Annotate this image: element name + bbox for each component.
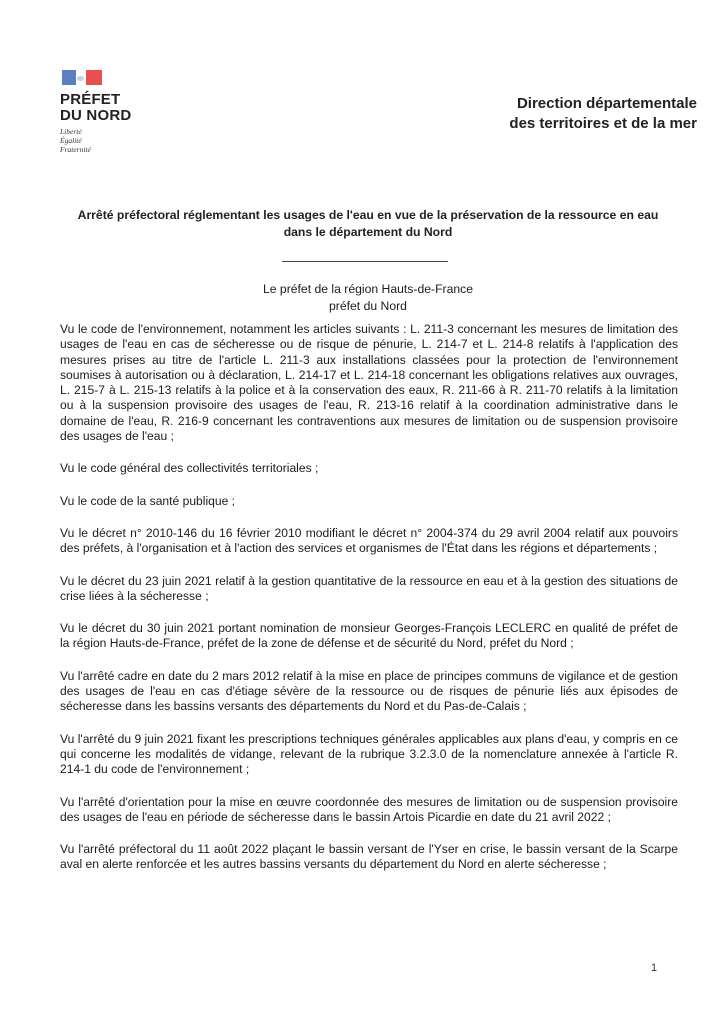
paragraph-arrete-cadre: Vu l'arrêté cadre en date du 2 mars 2012 relatif à la mise en place de principes communs de vigilance et de gestion des usages de l'eau en cas d'étiage sévère de la ressource ou de risques de pénurie liés aux épisodes de sécheresse dans les bassins versants des départements du Nord et du Pas-de-Calais ; (60, 668, 678, 714)
issuer-heading (58, 281, 678, 315)
document-body (60, 322, 678, 890)
paragraph-code-sante: Vu le code de la santé publique ; (60, 493, 236, 508)
issuer-line1: Le préfet de la région Hauts-de-France (262, 282, 473, 296)
motto-fraternite: Fraternité (60, 145, 91, 154)
prefet-line2: DU NORD (60, 106, 132, 124)
french-flag-icon (62, 70, 102, 85)
department-line2: des territoires et de la mer (509, 115, 697, 132)
page-number: 1 (651, 962, 658, 974)
paragraph-code-collectivites: Vu le code général des collectivités territoriales ; (60, 461, 319, 476)
title-line1: Arrêté préfectoral réglementant les usages de l'eau en vue de la préservation de la ressource en eau (77, 208, 659, 222)
paragraph-decret-23-juin: Vu le décret du 23 juin 2021 relatif à la gestion quantitative de la ressource en eau et à la gestion des situations de crise liées à la sécheresse ; (60, 573, 678, 603)
document-title (58, 207, 678, 241)
paragraph-decret-30-juin: Vu le décret du 30 juin 2021 portant nomination de monsieur Georges-François LECLERC en qualité de préfet de la région Hauts-de-France, préfet de la zone de défense et de sécurité du Nord, préfet du Nord ; (60, 621, 678, 651)
flag-blue-stripe (62, 70, 76, 85)
motto-egalite: Égalité (60, 136, 82, 145)
republic-motto (60, 127, 131, 154)
title-divider (282, 261, 448, 262)
paragraph-arrete-orientation: Vu l'arrêté d'orientation pour la mise en œuvre coordonnée des mesures de limitation ou de suspension provisoire des usages de l'eau en période de sécheresse dans le bassin Artois Picardie en date du 21 avril 2022 ; (60, 794, 678, 824)
paragraph-code-environnement: Vu le code de l'environnement, notamment les articles suivants : L. 211-3 concernant les mesures de limitation des usages de l'eau en cas de sécheresse ou de risque de pénurie, L. 214-7 et L. 214-8 relatifs à l'application des mesures prises au titre de l'article L. 211-3 aux installations classées pour la protection de l'environnement soumises à autorisation ou à déclaration, L. 214-17 et L. 214-18 concernant les obligations relatives aux ouvrages, L. 215-7 à L. 215-13 relatifs à la police et à la conservation des eaux, R. 211-66 à R. 211-70 relatifs à la limitation ou à la suspension provisoire des usages de l'eau, R. 213-16 relatif à la coordination administrative dans le domaine de l'eau, R. 216-9 concernant les contraventions aux mesures de limitation ou de suspension provisoire des usages de l'eau ; (60, 322, 678, 444)
prefet-logo (60, 70, 131, 154)
flag-white-stripe (76, 70, 86, 85)
flag-red-stripe (86, 70, 102, 85)
prefet-wordmark (60, 92, 131, 123)
prefet-line1: PRÉFET (60, 91, 121, 108)
motto-liberte: Liberté (60, 127, 82, 136)
issuer-line2: préfet du Nord (329, 299, 407, 313)
paragraph-arrete-11-aout: Vu l'arrêté préfectoral du 11 août 2022 plaçant le bassin versant de l'Yser en crise, le bassin versant de la Scarpe aval en alerte renforcée et les autres bassins versants du département du Nord en alerte sécheresse ; (60, 842, 678, 872)
title-line2: dans le département du Nord (283, 225, 453, 239)
department-line1: Direction départementale (516, 95, 697, 112)
paragraph-decret-2010: Vu le décret n° 2010-146 du 16 février 2010 modifiant le décret n° 2004-374 du 29 avril 2004 relatif aux pouvoirs des préfets, à l'organisation et à l'action des services et organismes de l'État dans les régions et départements ; (60, 525, 678, 556)
department-heading (509, 94, 697, 134)
paragraph-arrete-9-juin: Vu l'arrêté du 9 juin 2021 fixant les prescriptions techniques générales applicables aux plans d'eau, y compris en ce qui concerne les modalités de vidange, relevant de la rubrique 3.2.3.0 de la nomenclature annexée à l'article R. 214-1 du code de l'environnement ; (60, 731, 678, 777)
